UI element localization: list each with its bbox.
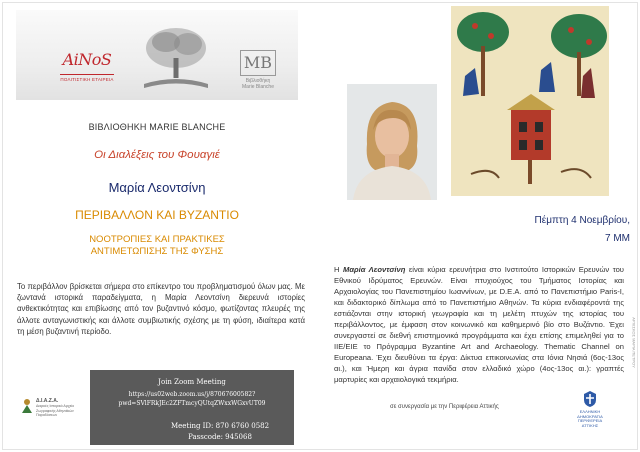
header-banner (16, 10, 298, 100)
bio-text: είναι κύρια ερευνήτρια στο Ινστιτούτο Ιστορικών Ερευνών του Εθνικού Ιδρύματος Ερευνών. Είναι πτυχιούχος του Τμήματος Ιστορίας και Αρχαιολογίας του Πανεπιστημίου Ιωαννίνων, με D.E.A. από το Πανεπιστήμιο Paris-I, και διδακτορικό δίπλωμα από το Πανεπιστήμιο Αθηνών. Τα κύρια ενδιαφέροντά της εστιάζονται στην ιστορική γεωγραφία και τη μελέτη πτυχών της ιστορίας του περιβάλλοντος, με έμφαση στον κοινωνικό και καθημερινό βίο στο Βυζάντιο. Έχει συνεργαστεί σε διεθνή επιστημονικά προγράμματα και έχει επίσης επιμεληθεί για το ΙΙΕ/ΕΙΕ το Πρόγραμμα Byzantine Art and Archaeology. Thematic Channel on Europeana. Έχει διευθύνει τα έργα: Δίκτυα επικοινωνίας στα Ιόνια Νησιά (6ος-13ος αι.), και Ήμερη και άγρια πανίδα στον ελλαδικό χώρο (4ος-13ος αι.): γραπτές μαρτυρίες και αρχαιολογικά τεκμήρια. (334, 265, 624, 384)
diaza-description: Διαρκές Ιστορικό Αρχείο Ζωγραφικής Αθηναϊκών Παραδόσεων (36, 404, 75, 417)
attica-region-logo (570, 390, 610, 428)
ainos-logo-rule (60, 74, 114, 75)
zoom-title: Join Zoom Meeting (158, 378, 226, 386)
zoom-meeting-id: Meeting ID: 870 6760 0582 (170, 422, 270, 430)
ainos-logo (56, 44, 118, 90)
lecture-series: Οι Διαλέξεις του Φουαγιέ (94, 149, 220, 161)
intro-paragraph: Το περιβάλλον βρίσκεται σήμερα στο επίκεντρο του προβληματισμού όλων μας. Με ζωντανά ιστορικά παραδείγματα, η Μαρία Λεοντσίνη διερευνά ιστορίες ανθεκτικότητας και επιβίωσης από τον βυζαντινό κόσμο, φωτίζοντας πλευρές της άλλοτε ανταγωνιστικής και άλλοτε συμβιωτικής σχέσης με τη φύση, ιδιαίτερα κατά τη μέση βυζαντινή περίοδο. (17, 282, 305, 336)
marie-blanche-caption-line2: Marie Blanche (242, 84, 274, 90)
speaker-portrait-icon (347, 84, 437, 200)
event-date: Πέμπτη 4 Νοεμβρίου, (534, 215, 630, 226)
bio-speaker-name: Μαρία Λεοντσίνη (343, 265, 406, 274)
marie-blanche-logo (234, 50, 282, 94)
hellenic-emblem-icon (582, 390, 598, 408)
lecture-subtitle-line2: ΑΝΤΙΜΕΤΩΠΙΣΗΣ ΤΗΣ ΦΥΣΗΣ (90, 246, 224, 257)
attica-region-text-line2: ΠΕΡΙΦΕΡΕΙΑ ΑΤΤΙΚΗΣ (577, 418, 603, 428)
diaza-logo (20, 392, 90, 436)
zoom-info-box (90, 370, 294, 445)
speaker-bio (334, 264, 624, 385)
speaker-photo (347, 84, 437, 200)
zoom-passcode: Passcode: 945068 (188, 433, 252, 441)
ainos-logo-word: AiNoS (62, 50, 112, 69)
marie-blanche-monogram: MB (240, 50, 276, 76)
side-credit-text: ΑΡΧΙΣΚΟΣ ΜΑΡΙΑ ΠΕΤΡΟΥ (631, 317, 637, 368)
diaza-name: Δ.Ι.Α.Ζ.Α. (36, 398, 59, 404)
zoom-link-line1[interactable]: https://us02web.zoom.us/j/87067600582? (128, 391, 256, 398)
side-credit (628, 290, 636, 400)
lecture-title: ΠΕΡΙΒΑΛΛΟΝ ΚΑΙ ΒΥΖΑΝΤΙΟ (75, 208, 239, 222)
ainos-logo-subtitle: ΠΟΛΙΤΙΣΤΙΚΗ ΕΤΑΙΡΕΙΑ (60, 77, 114, 82)
lecture-subtitle (56, 234, 258, 258)
speaker-name: Μαρία Λεοντσίνη (108, 180, 206, 195)
zoom-link-line2[interactable]: pwd=SVlFRkJEc2ZFTmcyQUtqZWxxWGxvUT09 (118, 400, 266, 407)
lecture-subtitle-line1: ΝΟΟΤΡΟΠΙΕΣ ΚΑΙ ΠΡΑΚΤΙΚΕΣ (89, 234, 225, 245)
marie-blanche-caption-line1: Βιβλιοθήκη (245, 78, 271, 84)
event-time: 7 ΜΜ (605, 233, 630, 244)
marie-blanche-caption (234, 78, 282, 90)
attica-region-text (570, 410, 610, 428)
attica-region-text-line1: ΕΛΛΗΝΙΚΗ ΔΗΜΟΚΡΑΤΙΑ (577, 409, 603, 419)
library-title: ΒΙΒΛΙΟΘΗΚΗ MARIE BLANCHE (88, 122, 226, 132)
miniature-illustration-icon (451, 6, 609, 196)
bio-lead: Η (334, 265, 340, 274)
byzantine-miniature (451, 6, 609, 196)
zoom-link[interactable] (96, 390, 288, 408)
tree-book-icon (136, 22, 216, 92)
partner-credit: σε συνεργασία με την Περιφέρεια Αττικής (390, 404, 499, 410)
diaza-emblem-icon (20, 398, 34, 414)
